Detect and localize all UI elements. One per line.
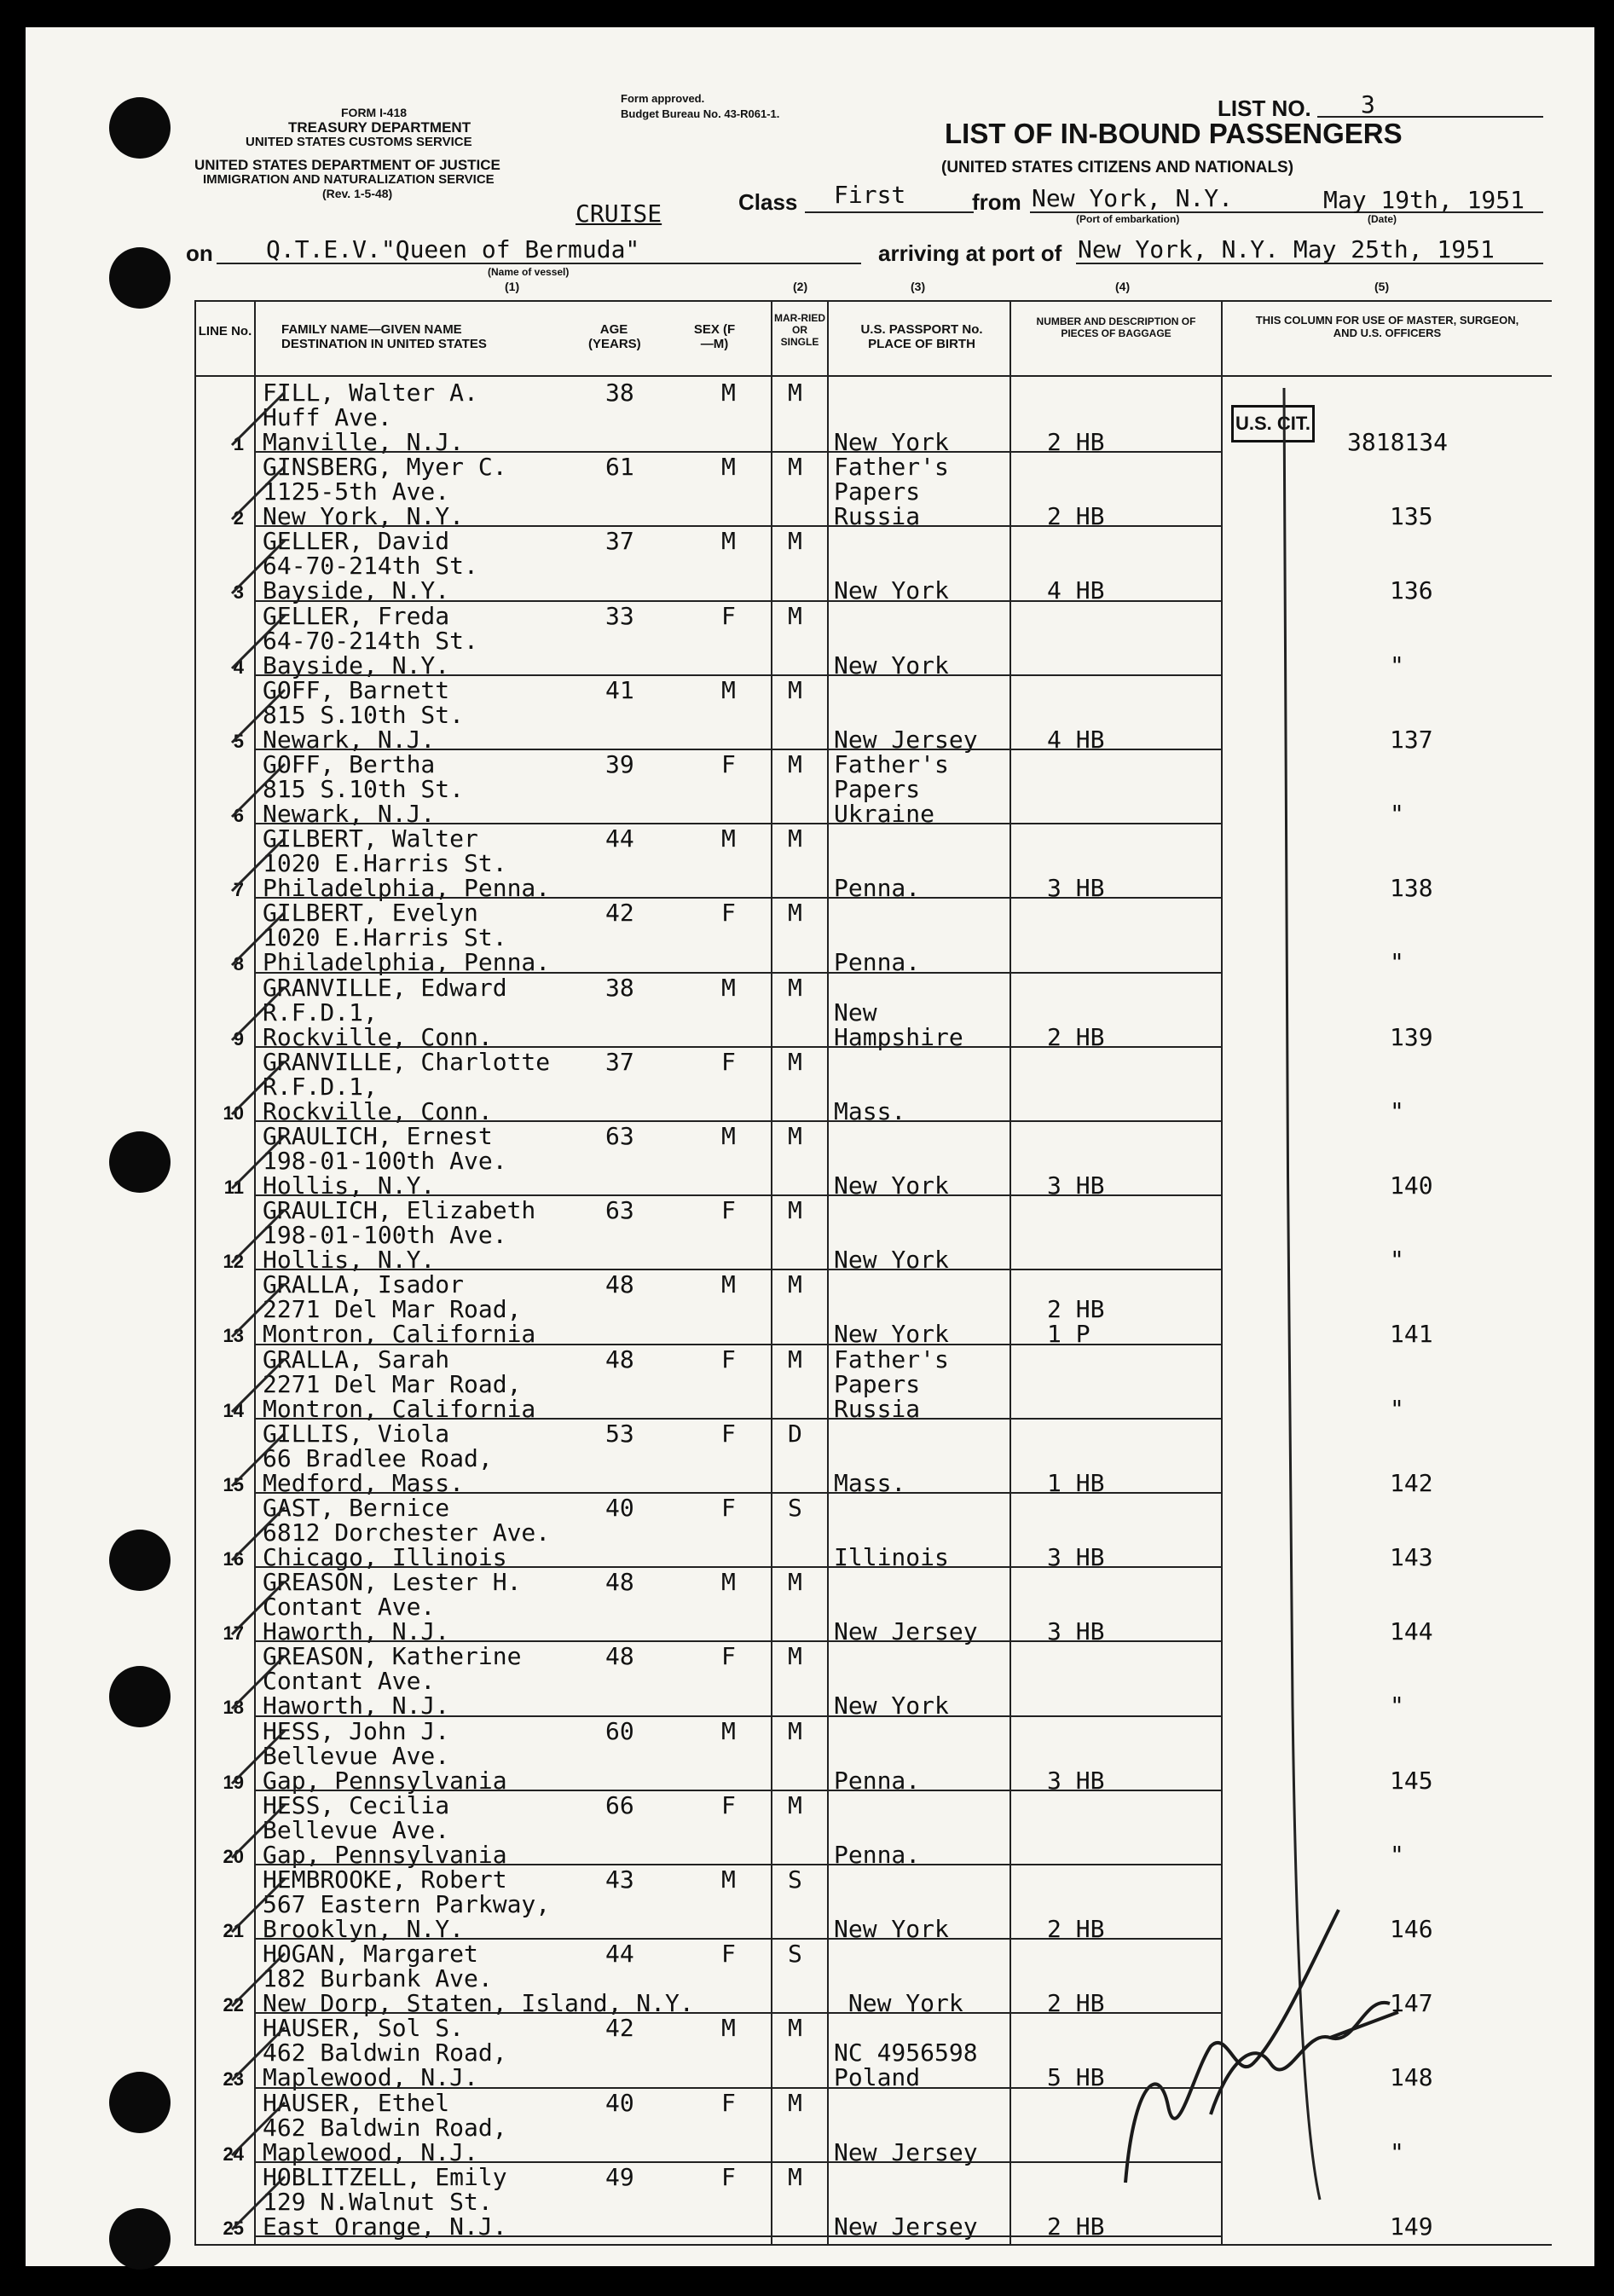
passenger-age: 49	[605, 2162, 634, 2191]
officer-number: 3818134	[1347, 428, 1449, 456]
line-number: 16	[223, 1548, 244, 1570]
passenger-baggage: 2 HB	[1047, 2212, 1105, 2241]
officer-number: 144	[1390, 1617, 1433, 1646]
passenger-baggage: 3 HB	[1047, 1543, 1105, 1571]
passenger-sex: M	[721, 1270, 736, 1299]
passenger-name-address: GREASON, Lester H. Contant Ave. Haworth, N.J.	[263, 1568, 522, 1646]
passenger-name-address: GOFF, Bertha 815 S.10th St. Newark, N.J.	[263, 750, 465, 828]
officer-number: 138	[1390, 874, 1433, 903]
passenger-age: 43	[605, 1865, 634, 1894]
on-label: on	[186, 240, 213, 266]
line-number: 25	[223, 2217, 244, 2239]
line-number: 3	[233, 581, 244, 604]
passenger-marital-status: M	[788, 1568, 802, 1597]
from-port: New York, N.Y.	[1032, 184, 1234, 212]
passenger-sex: F	[721, 2162, 736, 2191]
line-number: 1	[233, 433, 244, 454]
passenger-age: 48	[605, 1642, 634, 1671]
passenger-sex: M	[721, 1122, 736, 1150]
passenger-birthplace: Penna.	[834, 948, 921, 977]
passenger-birthplace: Penna.	[834, 1840, 921, 1869]
check-mark-icon	[229, 1430, 288, 1489]
passenger-name-address: GREASON, Katherine Contant Ave. Haworth, N.J.	[263, 1642, 522, 1721]
col-num-3: (3)	[911, 280, 926, 293]
passenger-marital-status: S	[788, 1865, 802, 1894]
passenger-baggage: 4 HB	[1047, 576, 1105, 605]
line-number: 18	[223, 1697, 244, 1719]
from-date: May 19th, 1951	[1323, 186, 1525, 214]
line-number: 19	[223, 1771, 244, 1793]
header-name: FAMILY NAME—GIVEN NAME DESTINATION IN UNITED STATES	[281, 322, 487, 351]
passenger-birthplace: New Jersey	[834, 1617, 978, 1646]
passenger-baggage: 2 HB	[1047, 1022, 1105, 1051]
passenger-birthplace: Mass.	[834, 1096, 906, 1125]
check-mark-icon	[229, 909, 288, 969]
officer-number: 143	[1390, 1543, 1433, 1571]
passenger-age: 48	[605, 1345, 634, 1374]
passenger-marital-status: M	[788, 1642, 802, 1671]
passenger-sex: M	[721, 2014, 736, 2043]
passenger-name-address: GOFF, Barnett 815 S.10th St. Newark, N.J.	[263, 675, 465, 754]
line-number: 23	[223, 2068, 244, 2091]
passenger-marital-status: M	[788, 1122, 802, 1150]
passenger-name-address: HESS, Cecilia Bellevue Ave. Gap, Pennsylvania	[263, 1790, 507, 1869]
passenger-sex: M	[721, 675, 736, 704]
passenger-baggage: 3 HB	[1047, 1171, 1105, 1200]
passenger-birthplace: New York	[834, 1246, 949, 1275]
form-number: FORM I-418	[341, 106, 408, 119]
passenger-marital-status: M	[788, 824, 802, 853]
officer-number: 139	[1390, 1022, 1433, 1051]
passenger-marital-status: M	[788, 2088, 802, 2117]
passenger-birthplace: New York	[834, 428, 949, 456]
passenger-marital-status: M	[788, 2014, 802, 2043]
passenger-age: 61	[605, 453, 634, 482]
us-citizen-stamp: U.S. CIT.	[1231, 405, 1315, 442]
passenger-age: 48	[605, 1568, 634, 1597]
passenger-age: 37	[605, 527, 634, 556]
passenger-name-address: HOBLITZELL, Emily 129 N.Walnut St. East Orange, N.J.	[263, 2162, 507, 2241]
passenger-sex: M	[721, 379, 736, 407]
treasury-dept: TREASURY DEPARTMENT	[288, 119, 471, 136]
passenger-marital-status: M	[788, 899, 802, 928]
passenger-marital-status: M	[788, 1047, 802, 1076]
document-subtitle: (UNITED STATES CITIZENS AND NATIONALS)	[941, 159, 1294, 176]
line-number: 15	[223, 1473, 244, 1495]
passenger-name-address: GILBERT, Evelyn 1020 E.Harris St. Philadelphia, Penna.	[263, 899, 551, 977]
officer-number: 137	[1390, 725, 1433, 754]
passenger-birthplace: Father's Papers Ukraine	[834, 750, 949, 828]
col-num-2: (2)	[793, 280, 808, 293]
passenger-name-address: GELLER, Freda 64-70-214th St. Bayside, N.Y.	[263, 601, 478, 680]
passenger-name-address: GAST, Bernice 6812 Dorchester Ave. Chicago, Illinois	[263, 1494, 551, 1571]
passenger-sex: M	[721, 453, 736, 482]
passenger-name-address: GILBERT, Walter 1020 E.Harris St. Philadelphia, Penna.	[263, 824, 551, 903]
line-number: 10	[223, 1102, 244, 1124]
col-num-4: (4)	[1115, 280, 1131, 293]
list-no-value: 3	[1361, 90, 1375, 119]
passenger-sex: F	[721, 899, 736, 928]
passenger-age: 40	[605, 1494, 634, 1522]
passenger-age: 60	[605, 1716, 634, 1745]
header-age: AGE (YEARS)	[588, 322, 641, 351]
passenger-birthplace: Father's Papers Russia	[834, 453, 949, 531]
check-mark-icon	[229, 984, 288, 1044]
passenger-age: 40	[605, 2088, 634, 2117]
check-mark-icon	[229, 686, 288, 746]
passenger-age: 38	[605, 379, 634, 407]
passenger-age: 44	[605, 824, 634, 853]
passenger-birthplace: New York	[834, 576, 949, 605]
passenger-birthplace: New York	[834, 1915, 949, 1943]
from-label: from	[972, 189, 1021, 215]
line-number: 13	[223, 1325, 244, 1347]
passenger-name-address: GELLER, David 64-70-214th St. Bayside, N.Y.	[263, 527, 478, 605]
list-no-label: LIST NO.	[1218, 95, 1311, 121]
check-mark-icon	[229, 1876, 288, 1935]
passenger-sex: M	[721, 527, 736, 556]
passenger-sex: F	[721, 601, 736, 630]
header-passport: U.S. PASSPORT No. PLACE OF BIRTH	[860, 322, 983, 351]
passenger-sex: F	[721, 1940, 736, 1969]
passenger-sex: F	[721, 1419, 736, 1448]
passenger-age: 42	[605, 2014, 634, 2043]
check-mark-icon	[229, 2099, 288, 2159]
passenger-birthplace: Father's Papers Russia	[834, 1345, 949, 1423]
check-mark-icon	[229, 835, 288, 894]
check-mark-icon	[229, 1578, 288, 1638]
check-mark-icon	[229, 1356, 288, 1415]
passenger-name-address: HOGAN, Margaret 182 Burbank Ave. New Dorp, Staten, Island, N.Y.	[263, 1940, 694, 2018]
check-mark-icon	[229, 1281, 288, 1340]
class-value: First	[834, 181, 906, 209]
passenger-name-address: GILLIS, Viola 66 Bradlee Road, Medford, Mass.	[263, 1419, 493, 1497]
passenger-birthplace: New Jersey	[834, 725, 978, 754]
passenger-age: 38	[605, 973, 634, 1002]
officer-number: "	[1390, 1692, 1404, 1721]
check-mark-icon	[229, 2173, 288, 2233]
passenger-marital-status: M	[788, 1196, 802, 1225]
check-mark-icon	[229, 1132, 288, 1192]
passenger-sex: M	[721, 973, 736, 1002]
passenger-birthplace: NC 4956598 Poland	[834, 2039, 978, 2092]
officer-number: "	[1390, 2137, 1404, 2166]
line-number: 17	[223, 1622, 244, 1645]
passenger-age: 63	[605, 1196, 634, 1225]
passenger-marital-status: M	[788, 1716, 802, 1745]
line-number: 12	[223, 1251, 244, 1273]
form-approved: Form approved.	[621, 92, 705, 105]
passenger-age: 63	[605, 1122, 634, 1150]
budget-bureau: Budget Bureau No. 43-R061-1.	[621, 107, 780, 120]
passenger-birthplace: New York	[834, 1320, 949, 1349]
passenger-marital-status: M	[788, 453, 802, 482]
passenger-sex: F	[721, 1196, 736, 1225]
passenger-marital-status: M	[788, 379, 802, 407]
officer-number: 140	[1390, 1171, 1433, 1200]
passenger-age: 39	[605, 750, 634, 778]
officer-number: 142	[1390, 1468, 1433, 1497]
passenger-age: 37	[605, 1047, 634, 1076]
passenger-baggage: 4 HB	[1047, 725, 1105, 754]
passenger-baggage: 5 HB	[1047, 2063, 1105, 2092]
vessel-name: Q.T.E.V."Queen of Bermuda"	[266, 235, 640, 263]
header-sex: SEX (F—M)	[693, 322, 736, 351]
officer-number: 141	[1390, 1320, 1433, 1349]
passenger-name-address: GRALLA, Isador 2271 Del Mar Road, Montron, California	[263, 1270, 536, 1349]
line-number: 22	[223, 1994, 244, 2016]
passenger-birthplace: New York	[834, 1692, 949, 1721]
check-mark-icon	[229, 1727, 288, 1787]
passenger-birthplace: New York	[834, 651, 949, 680]
passenger-birthplace: New York	[847, 1989, 963, 2018]
passenger-name-address: GINSBERG, Myer C. 1125-5th Ave. New York, N.Y.	[263, 453, 507, 531]
vessel-caption: (Name of vessel)	[488, 266, 570, 278]
passenger-baggage: 1 HB	[1047, 1468, 1105, 1497]
passenger-name-address: HESS, John J. Bellevue Ave. Gap, Pennsylvania	[263, 1716, 507, 1795]
passenger-sex: F	[721, 1345, 736, 1374]
passenger-name-address: FILL, Walter A. Huff Ave. Manville, N.J.	[263, 379, 478, 456]
check-mark-icon	[229, 537, 288, 597]
header-line-no: LINE No.	[198, 324, 252, 338]
passenger-age: 41	[605, 675, 634, 704]
line-number: 5	[233, 730, 244, 752]
line-number: 7	[233, 879, 244, 901]
officer-number: 136	[1390, 576, 1433, 605]
passenger-baggage: 3 HB	[1047, 1766, 1105, 1795]
passenger-sex: F	[721, 750, 736, 778]
passenger-sex: M	[721, 824, 736, 853]
officer-number: 145	[1390, 1766, 1433, 1795]
date-caption: (Date)	[1368, 213, 1397, 225]
passenger-age: 44	[605, 1940, 634, 1969]
line-number: 14	[223, 1399, 244, 1421]
line-number: 4	[233, 656, 244, 678]
form-revision: (Rev. 1-5-48)	[322, 187, 393, 200]
passenger-sex: M	[721, 1568, 736, 1597]
document-title: LIST OF IN-BOUND PASSENGERS	[945, 118, 1403, 149]
passenger-birthplace: Illinois	[834, 1543, 949, 1571]
row-divider	[254, 2235, 1221, 2237]
passenger-name-address: GRANVILLE, Edward R.F.D.1, Rockville, Conn.	[263, 973, 507, 1051]
passenger-marital-status: M	[788, 1345, 802, 1374]
passenger-baggage: 2 HB	[1047, 428, 1105, 456]
passenger-name-address: GRAULICH, Ernest 198-01-100th Ave. Hollis, N.Y.	[263, 1122, 507, 1200]
passenger-baggage: 2 HB	[1047, 1989, 1105, 2018]
port-caption: (Port of embarkation)	[1076, 213, 1180, 225]
passenger-baggage: 3 HB	[1047, 874, 1105, 903]
passenger-sex: M	[721, 1865, 736, 1894]
check-mark-icon	[229, 761, 288, 820]
passenger-marital-status: D	[788, 1419, 802, 1448]
passenger-name-address: GRALLA, Sarah 2271 Del Mar Road, Montron, California	[263, 1345, 536, 1423]
passenger-sex: F	[721, 1494, 736, 1522]
officer-number: "	[1390, 948, 1404, 977]
line-number: 24	[223, 2143, 244, 2165]
immigration-service: IMMIGRATION AND NATURALIZATION SERVICE	[203, 172, 495, 187]
passenger-baggage: 2 HB	[1047, 502, 1105, 531]
passenger-name-address: HAUSER, Sol S. 462 Baldwin Road, Maplewood, N.J.	[263, 2014, 507, 2092]
passenger-baggage: 3 HB	[1047, 1617, 1105, 1646]
passenger-birthplace: Mass.	[834, 1468, 906, 1497]
passenger-marital-status: M	[788, 1790, 802, 1819]
officer-number: 149	[1390, 2212, 1433, 2241]
check-mark-icon	[229, 2024, 288, 2084]
passenger-marital-status: M	[788, 973, 802, 1002]
passenger-birthplace: Penna.	[834, 874, 921, 903]
passenger-age: 48	[605, 1270, 634, 1299]
passenger-marital-status: M	[788, 1270, 802, 1299]
class-label: Class	[738, 189, 798, 215]
officer-number: 135	[1390, 502, 1433, 531]
line-number: 11	[223, 1177, 244, 1198]
passenger-name-address: HAUSER, Ethel 462 Baldwin Road, Maplewood, N.J.	[263, 2088, 507, 2166]
arriving-label: arriving at port of	[878, 240, 1062, 266]
check-mark-icon	[229, 1058, 288, 1118]
passenger-sex: F	[721, 1642, 736, 1671]
passenger-sex: F	[721, 1790, 736, 1819]
officer-number: 146	[1390, 1915, 1433, 1943]
passenger-birthplace: New York	[834, 1171, 949, 1200]
check-mark-icon	[229, 1652, 288, 1712]
line-number: 6	[233, 805, 244, 826]
officer-number: 148	[1390, 2063, 1433, 2092]
check-mark-icon	[229, 1504, 288, 1564]
passenger-marital-status: M	[788, 527, 802, 556]
officer-number: "	[1390, 651, 1404, 680]
passenger-name-address: GRAULICH, Elizabeth 198-01-100th Ave. Hollis, N.Y.	[263, 1196, 536, 1275]
passenger-age: 33	[605, 601, 634, 630]
officer-number: "	[1390, 800, 1404, 828]
line-number: 8	[233, 953, 244, 975]
officer-number: "	[1390, 1394, 1404, 1423]
check-mark-icon	[229, 1206, 288, 1266]
check-mark-icon	[229, 1802, 288, 1861]
passenger-sex: F	[721, 2088, 736, 2117]
passenger-baggage: 2 HB 1 P	[1047, 1295, 1105, 1349]
passenger-birthplace: New Jersey	[834, 2212, 978, 2241]
passenger-baggage: 2 HB	[1047, 1915, 1105, 1943]
passenger-marital-status: S	[788, 1494, 802, 1522]
officer-number: 147	[1390, 1989, 1433, 2018]
passenger-marital-status: M	[788, 2162, 802, 2191]
passenger-marital-status: M	[788, 750, 802, 778]
justice-dept: UNITED STATES DEPARTMENT OF JUSTICE	[194, 157, 500, 173]
passenger-marital-status: S	[788, 1940, 802, 1969]
passenger-name-address: GRANVILLE, Charlotte R.F.D.1, Rockville, Conn.	[263, 1047, 551, 1125]
arriving-value: New York, N.Y. May 25th, 1951	[1078, 235, 1495, 263]
check-mark-icon	[229, 612, 288, 672]
customs-service: UNITED STATES CUSTOMS SERVICE	[246, 135, 472, 149]
officer-number: "	[1390, 1096, 1404, 1125]
passenger-birthplace: New Jersey	[834, 2137, 978, 2166]
passenger-age: 66	[605, 1790, 634, 1819]
cruise-label: CRUISE	[576, 200, 662, 228]
passenger-sex: F	[721, 1047, 736, 1076]
passenger-birthplace: New Hampshire	[834, 998, 963, 1051]
officer-number: "	[1390, 1840, 1404, 1869]
col-num-5: (5)	[1374, 280, 1390, 293]
line-number: 21	[223, 1920, 244, 1941]
passenger-birthplace: Penna.	[834, 1766, 921, 1795]
header-officers: THIS COLUMN FOR USE OF MASTER, SURGEON, AND U.S. OFFICERS	[1255, 314, 1519, 339]
passenger-sex: M	[721, 1716, 736, 1745]
header-married: MAR-RIED OR SINGLE	[774, 312, 825, 348]
check-mark-icon	[229, 1950, 288, 2010]
check-mark-icon	[229, 463, 288, 523]
passenger-marital-status: M	[788, 601, 802, 630]
col-num-1: (1)	[505, 280, 520, 293]
line-number: 20	[223, 1845, 244, 1867]
header-baggage: NUMBER AND DESCRIPTION OF PIECES OF BAGGAGE	[1036, 315, 1196, 339]
passenger-name-address: HEMBROOKE, Robert 567 Eastern Parkway, Brooklyn, N.Y.	[263, 1865, 551, 1943]
line-number: 2	[233, 507, 244, 529]
line-number: 9	[233, 1027, 244, 1050]
passenger-age: 42	[605, 899, 634, 928]
check-mark-icon	[229, 389, 288, 448]
passenger-marital-status: M	[788, 675, 802, 704]
passenger-age: 53	[605, 1419, 634, 1448]
officer-number: "	[1390, 1246, 1404, 1275]
